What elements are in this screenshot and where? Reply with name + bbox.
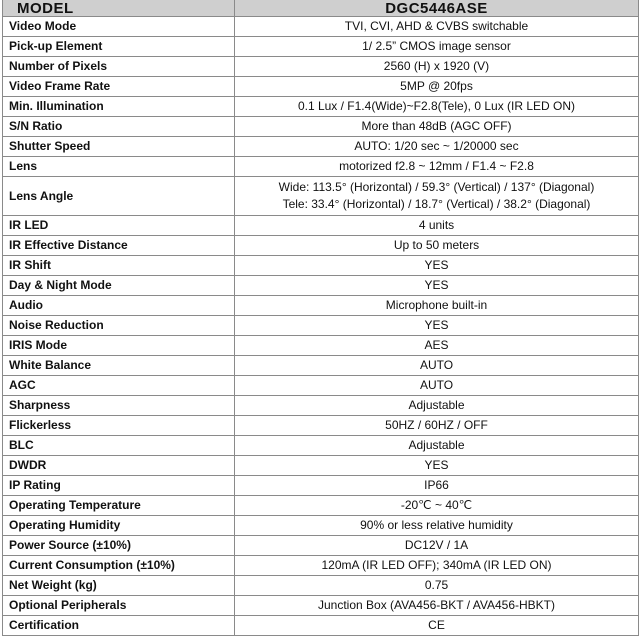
spec-value: 50HZ / 60HZ / OFF: [235, 416, 639, 436]
spec-label: IR Effective Distance: [3, 236, 235, 256]
spec-row-number-of-pixels: [3, 57, 639, 77]
spec-row-current-consumption: [3, 556, 639, 576]
spec-value: Adjustable: [235, 436, 639, 456]
model-value: DGC5446ASE: [235, 0, 639, 17]
spec-value: CE: [235, 616, 639, 636]
spec-row-power-source: [3, 536, 639, 556]
spec-value: TVI, CVI, AHD & CVBS switchable: [235, 17, 639, 37]
spec-row-audio: [3, 296, 639, 316]
spec-value: 120mA (IR LED OFF); 340mA (IR LED ON): [235, 556, 639, 576]
spec-row-white-balance: [3, 356, 639, 376]
header-row: [3, 0, 639, 17]
spec-label: IP Rating: [3, 476, 235, 496]
spec-row-agc: [3, 376, 639, 396]
spec-value: 0.75: [235, 576, 639, 596]
spec-row-operating-temperature: [3, 496, 639, 516]
spec-row-optional-peripherals: [3, 596, 639, 616]
spec-row-noise-reduction: [3, 316, 639, 336]
spec-row-blc: [3, 436, 639, 456]
spec-label: Pick-up Element: [3, 37, 235, 57]
spec-row-day-night-mode: [3, 276, 639, 296]
spec-row-net-weight: [3, 576, 639, 596]
spec-row-dwdr: [3, 456, 639, 476]
spec-value: YES: [235, 276, 639, 296]
spec-row-lens: [3, 157, 639, 177]
spec-label: Sharpness: [3, 396, 235, 416]
spec-label: Power Source (±10%): [3, 536, 235, 556]
spec-label: Flickerless: [3, 416, 235, 436]
spec-label: Video Mode: [3, 17, 235, 37]
spec-label: Operating Temperature: [3, 496, 235, 516]
spec-label: IR Shift: [3, 256, 235, 276]
spec-value: 90% or less relative humidity: [235, 516, 639, 536]
spec-label: Min. Illumination: [3, 97, 235, 117]
spec-value: YES: [235, 316, 639, 336]
spec-label: Noise Reduction: [3, 316, 235, 336]
spec-label: IR LED: [3, 216, 235, 236]
spec-value: More than 48dB (AGC OFF): [235, 117, 639, 137]
spec-table-header: [3, 0, 639, 17]
lens-angle-tele: Tele: 33.4° (Horizontal) / 18.7° (Vertical) / 38.2° (Diagonal): [282, 197, 591, 211]
spec-value: DC12V / 1A: [235, 536, 639, 556]
spec-label: Optional Peripherals: [3, 596, 235, 616]
spec-label: Lens: [3, 157, 235, 177]
spec-row-sn-ratio: [3, 117, 639, 137]
spec-label: White Balance: [3, 356, 235, 376]
spec-label: Current Consumption (±10%): [3, 556, 235, 576]
spec-value: YES: [235, 256, 639, 276]
spec-value: AUTO: [235, 356, 639, 376]
spec-table-body: [3, 17, 639, 636]
spec-label: DWDR: [3, 456, 235, 476]
spec-value: YES: [235, 456, 639, 476]
spec-row-pickup-element: [3, 37, 639, 57]
spec-value: AUTO: 1/20 sec ~ 1/20000 sec: [235, 137, 639, 157]
spec-label: S/N Ratio: [3, 117, 235, 137]
spec-value: 2560 (H) x 1920 (V): [235, 57, 639, 77]
spec-value: Junction Box (AVA456-BKT / AVA456-HBKT): [235, 596, 639, 616]
lens-angle-wide: Wide: 113.5° (Horizontal) / 59.3° (Vertical) / 137° (Diagonal): [278, 180, 595, 194]
spec-row-min-illumination: [3, 97, 639, 117]
spec-row-ir-led: [3, 216, 639, 236]
spec-label: Day & Night Mode: [3, 276, 235, 296]
spec-row-certification: [3, 616, 639, 636]
spec-value: 5MP @ 20fps: [235, 77, 639, 97]
model-label: MODEL: [3, 0, 235, 17]
spec-value: 1/ 2.5” CMOS image sensor: [235, 37, 639, 57]
spec-label: Audio: [3, 296, 235, 316]
spec-value: Microphone built-in: [235, 296, 639, 316]
spec-row-ir-shift: [3, 256, 639, 276]
spec-value: 4 units: [235, 216, 639, 236]
spec-label: Video Frame Rate: [3, 77, 235, 97]
spec-value: Up to 50 meters: [235, 236, 639, 256]
spec-label: Lens Angle: [3, 177, 235, 216]
spec-value: -20℃ ~ 40℃: [235, 496, 639, 516]
spec-label: Net Weight (kg): [3, 576, 235, 596]
spec-label: IRIS Mode: [3, 336, 235, 356]
spec-value: AES: [235, 336, 639, 356]
spec-label: Operating Humidity: [3, 516, 235, 536]
spec-value: [235, 177, 639, 216]
spec-row-ip-rating: [3, 476, 639, 496]
spec-table: [2, 0, 639, 636]
spec-label: Certification: [3, 616, 235, 636]
spec-row-shutter-speed: [3, 137, 639, 157]
spec-value: AUTO: [235, 376, 639, 396]
spec-label: AGC: [3, 376, 235, 396]
spec-value: Adjustable: [235, 396, 639, 416]
spec-value: motorized f2.8 ~ 12mm / F1.4 ~ F2.8: [235, 157, 639, 177]
spec-value: IP66: [235, 476, 639, 496]
spec-row-lens-angle: [3, 177, 639, 216]
spec-row-operating-humidity: [3, 516, 639, 536]
spec-row-iris-mode: [3, 336, 639, 356]
spec-row-sharpness: [3, 396, 639, 416]
spec-row-flickerless: [3, 416, 639, 436]
spec-label: BLC: [3, 436, 235, 456]
spec-row-video-frame-rate: [3, 77, 639, 97]
spec-label: Shutter Speed: [3, 137, 235, 157]
spec-label: Number of Pixels: [3, 57, 235, 77]
spec-value: 0.1 Lux / F1.4(Wide)~F2.8(Tele), 0 Lux (IR LED ON): [235, 97, 639, 117]
spec-row-ir-effective-distance: [3, 236, 639, 256]
spec-row-video-mode: [3, 17, 639, 37]
